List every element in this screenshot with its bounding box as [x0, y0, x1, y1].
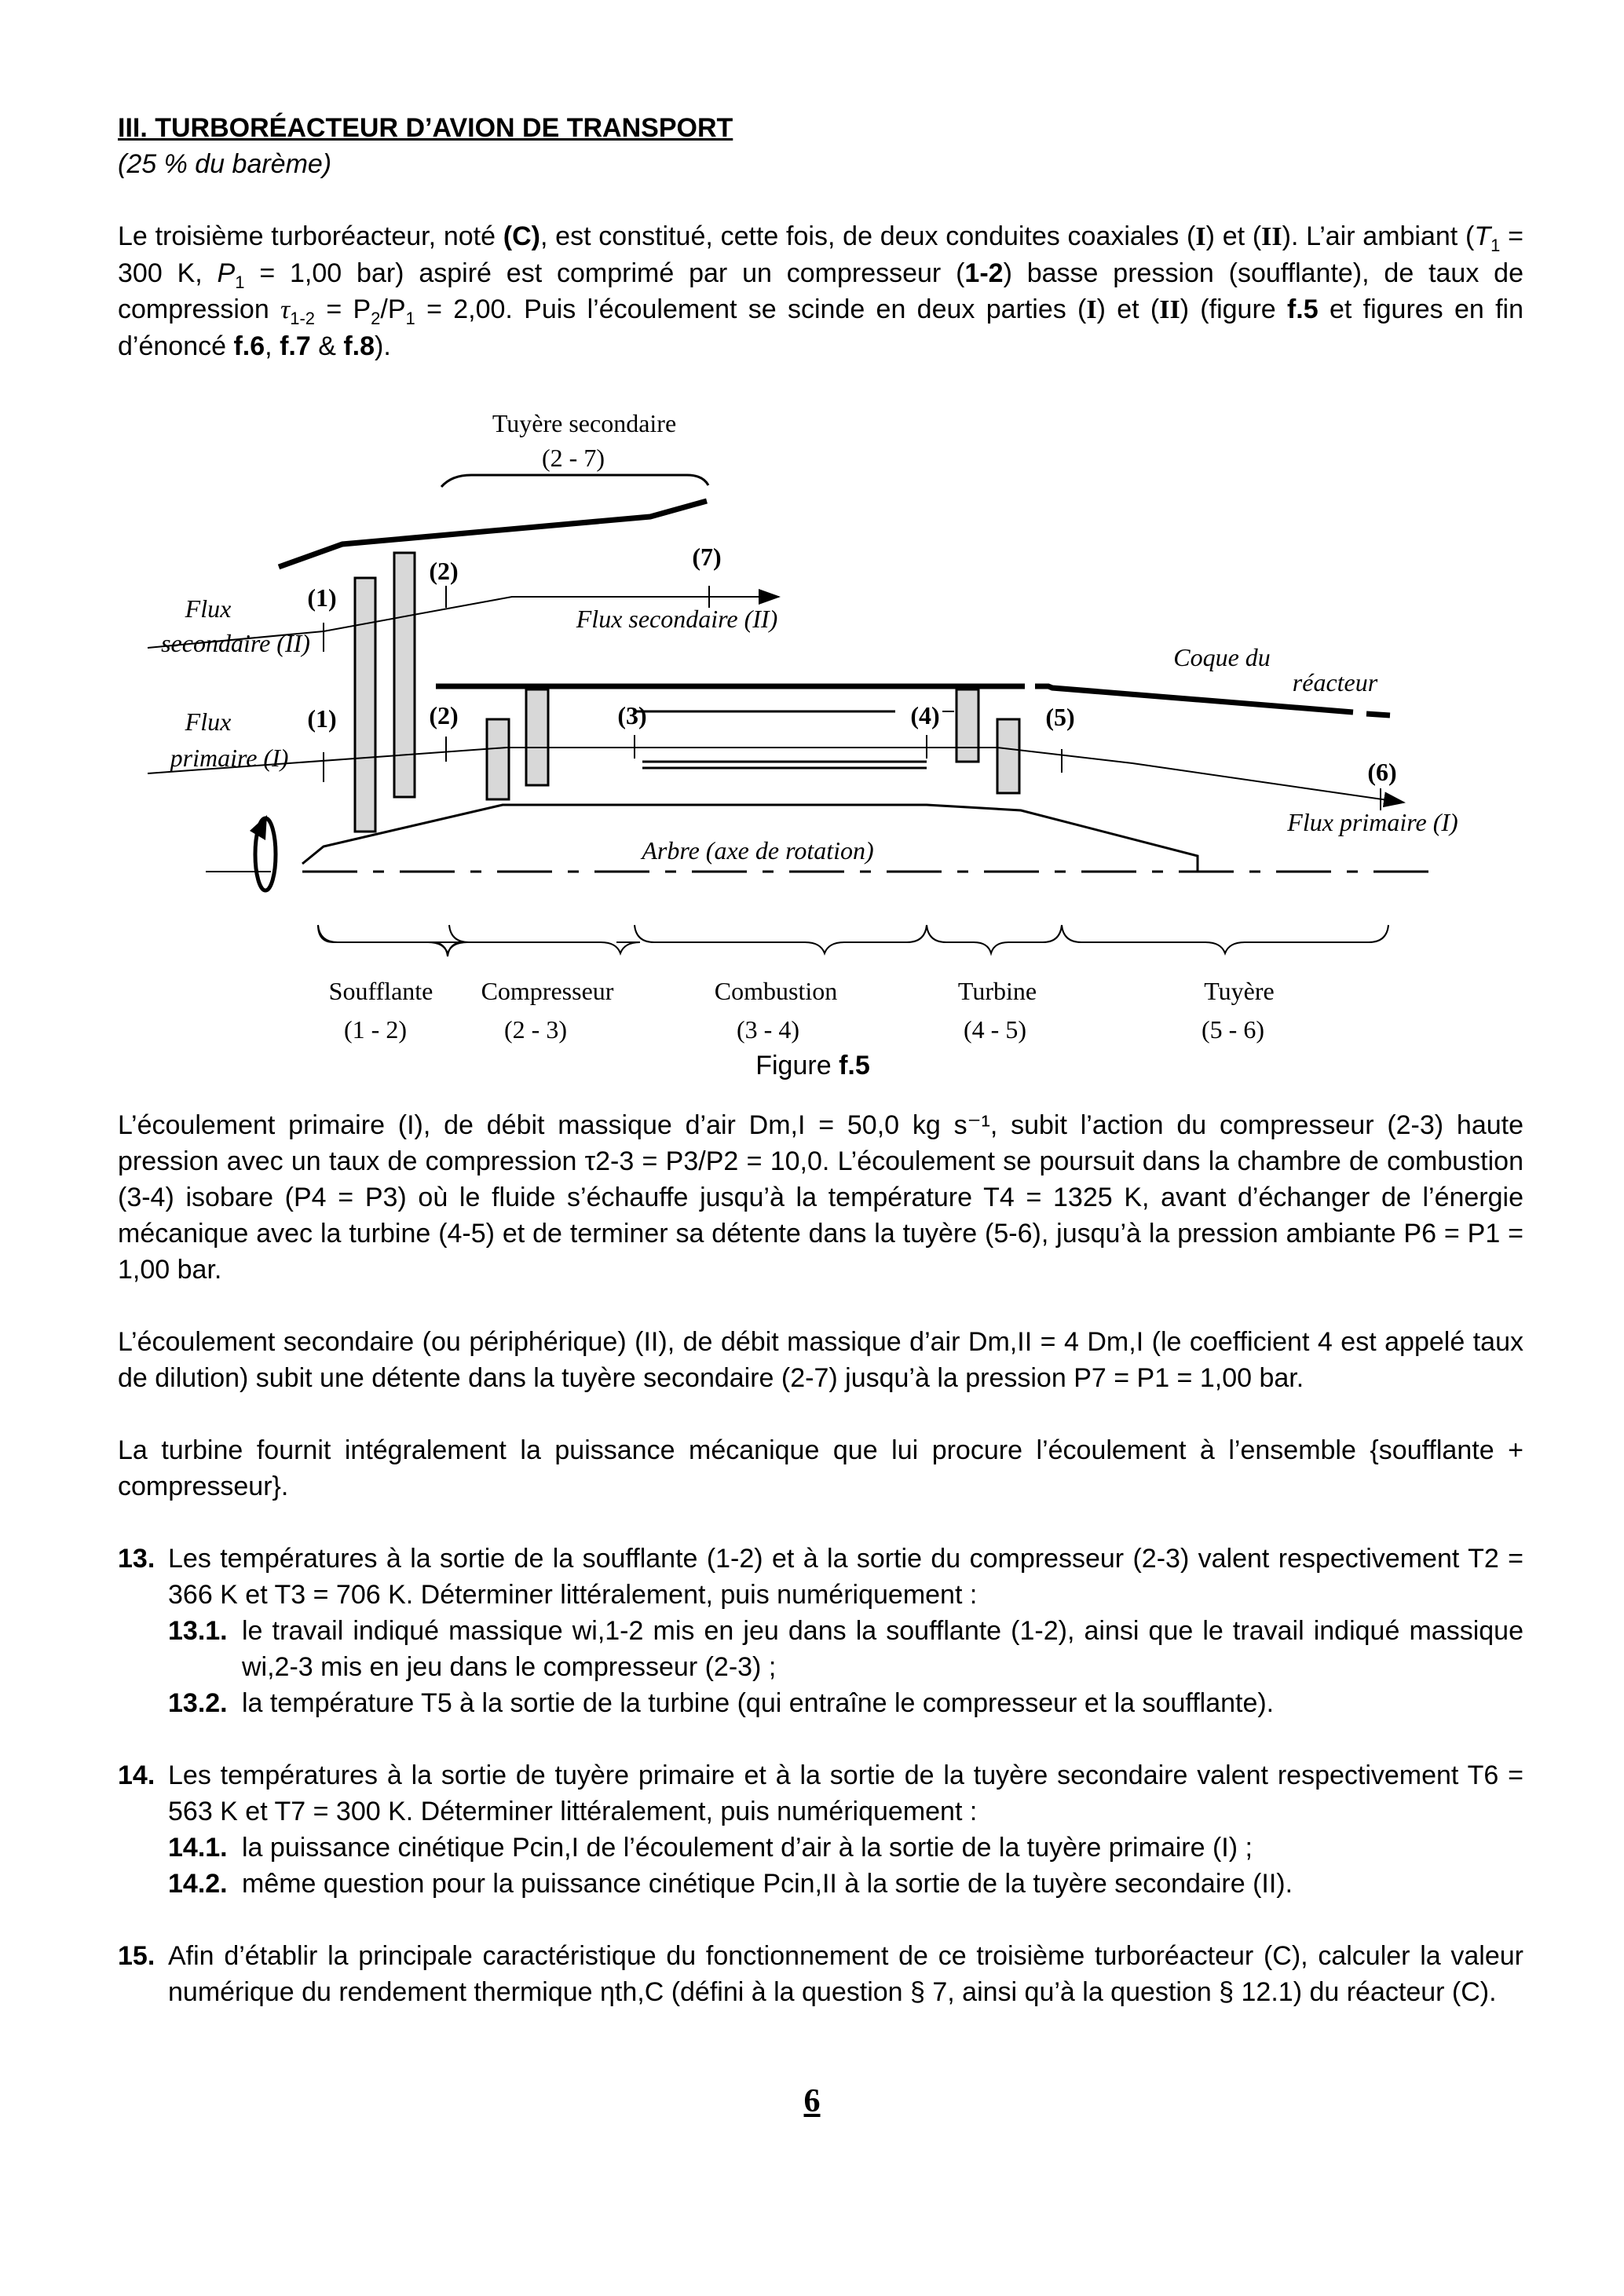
station-6: (6)	[1367, 758, 1397, 786]
station-1-secondary: (1)	[307, 583, 337, 612]
tuyere-secondaire-label: Tuyère secondaire	[492, 409, 677, 437]
svg-text:(5 - 6): (5 - 6)	[1202, 1015, 1264, 1044]
paragraph-turbine: La turbine fournit intégralement la puissance mécanique que lui procure l’écoulement à l’ensemble {soufflante + compresseur}.	[118, 1435, 1523, 1501]
question-13-1: 13.1. le travail indiqué massique wi,1-2 mis en jeu dans la soufflante (1-2), ainsi que le travail indiqué massique wi,2-3 mis en jeu dans le compresseur (2-3) ;	[168, 1616, 1523, 1682]
section-braces	[318, 925, 1388, 953]
flux-primaire-label-2: primaire (I)	[170, 744, 289, 772]
question-14-1: 14.1. la puissance cinétique Pcin,I de l’écoulement d’air à la sortie de la tuyère primaire (I) ;	[168, 1833, 1253, 1863]
question-13-2: 13.2. la température T5 à la sortie de la turbine (qui entraîne le compresseur et la soufflante).	[168, 1688, 1275, 1718]
page-number: 6	[803, 2083, 821, 2119]
section-tuyere: Tuyère	[1204, 977, 1275, 1005]
paragraph-secondary-flow: L’écoulement secondaire (ou périphérique) (II), de débit massique d’air Dm,II = 4 Dm,I (le coefficient 4 est appelé taux de dilution) subit une détente dans la tuyère secondaire (2-7) jusqu’à la pression P7 = P1 = 1,00 bar.	[118, 1327, 1523, 1393]
section-compresseur: Compresseur	[481, 977, 614, 1005]
station-7: (7)	[692, 543, 722, 571]
figure-f5	[118, 400, 1523, 1091]
question-14-2: 14.2. même question pour la puissance cinétique Pcin,II à la sortie de la tuyère secondaire (II).	[168, 1869, 1293, 1899]
paragraph-primary-flow: L’écoulement primaire (I), de débit massique d’air Dm,I = 50,0 kg s⁻¹, subit l’action du compresseur (2-3) haute pression avec un taux de compression τ2-3 = P3/P2 = 10,0. L’écoulement se poursuit dans la chambre de combustion (3-4) isobare (P4 = P3) où le fluide s’échauffe jusqu’à la température T4 = 1325 K, avant d’échanger de l’énergie mécanique avec la turbine (4-5) et de terminer sa détente dans la tuyère (5-6), jusqu’à la pression ambiante P6 = P1 = 1,00 bar.	[118, 1110, 1523, 1285]
turbine-blade-1	[956, 689, 978, 762]
primary-flow-arrow	[148, 748, 1404, 803]
svg-text:(3 - 4): (3 - 4)	[737, 1015, 799, 1044]
section-title: III. TURBORÉACTEUR D’AVION DE TRANSPORT	[118, 113, 733, 143]
flux-secondaire-mid-label: Flux secondaire (II)	[576, 605, 778, 633]
question-15: 15. Afin d’établir la principale caractéristique du fonctionnement de ce troisième turboréacteur (C), calculer la valeur numérique du rendement thermique ηth,C (défini à la question § 7, ainsi qu’à la question § 12.1) du réacteur (C).	[118, 1941, 1523, 2007]
svg-text:(4 - 5): (4 - 5)	[964, 1015, 1026, 1044]
outer-cowl	[279, 501, 707, 567]
station-5: (5)	[1045, 703, 1075, 731]
station-1-primary: (1)	[307, 704, 337, 733]
fan-blade-2	[394, 553, 415, 797]
svg-text:(2 - 3): (2 - 3)	[504, 1015, 567, 1044]
svg-text:(1 - 2): (1 - 2)	[344, 1015, 407, 1044]
section-soufflante: Soufflante	[328, 977, 433, 1005]
document-page	[118, 110, 1523, 2046]
flux-primaire-label-1: Flux	[185, 707, 232, 736]
tuyere-secondaire-brace	[441, 475, 708, 487]
compressor-blade-1	[487, 719, 509, 799]
station-2-primary: (2)	[429, 701, 459, 729]
question-13: 13. Les températures à la sortie de la soufflante (1-2) et à la sortie du compresseur (2-3) valent respectivement T2 = 366 K et T3 = 706 K. Déterminer littéralement, puis numériquement : 13.1. le travail indiqué massique wi,1-2 mis en jeu dans la soufflante (1-2), ainsi que le travail indiqué massique wi,2-3 mis en jeu dans le compresseur (2-3) ; 13.2. la température T5 à la sortie de la turbine (qui entraîne le compresseur et la soufflante).	[118, 1541, 1523, 1721]
station-4: (4)	[910, 701, 940, 729]
tuyere-secondaire-range: (2 - 7)	[542, 444, 605, 472]
section-subtitle: (25 % du barème)	[118, 149, 332, 179]
question-14: 14. Les températures à la sortie de tuyère primaire et à la sortie de la tuyère secondaire valent respectivement T6 = 563 K et T7 = 300 K. Déterminer littéralement, puis numériquement : 14.1. la puissance cinétique Pcin,I de l’écoulement d’air à la sortie de la tuyère primaire (I) ; 14.2. même question pour la puissance cinétique Pcin,II à la sortie de la tuyère secondaire (II).	[118, 1757, 1523, 1902]
arbre-label: Arbre (axe de rotation)	[642, 836, 874, 865]
section-combustion: Combustion	[714, 977, 838, 1005]
intro-paragraph: Le troisième turboréacteur, noté (C), est constitué, cette fois, de deux conduites coaxiales (I) et (II). L’air ambiant ($T_1 = 300$ K, $P_1 = 1,00$ bar) aspiré est comprimé par un compresseur (1-2) basse pression (soufflante), de taux de compression $\tau_{1-2} = P_2/P_1 = 2,00$. Puis l’écoulement se scinde en deux parties (I) et (II) (figure f.5 et figures en fin d’énoncé f.6, f.7 & f.8).	[118, 221, 1523, 361]
flux-primaire-right-label: Flux primaire (I)	[1287, 808, 1458, 836]
flux-secondaire-label-1: Flux	[185, 594, 232, 623]
section-turbine: Turbine	[957, 977, 1037, 1005]
coque-label-1: Coque du	[1173, 643, 1271, 671]
station-3: (3)	[617, 701, 647, 729]
compressor-blade-2	[526, 689, 548, 785]
flux-secondaire-label-2: secondaire (II)	[161, 629, 310, 657]
figure-caption: Figure f.5	[755, 1051, 870, 1080]
coque-label-2: réacteur	[1292, 668, 1378, 696]
station-2-secondary: (2)	[429, 557, 459, 585]
turbine-blade-2	[997, 719, 1019, 793]
fan-blade-1	[355, 578, 375, 832]
turbofan-diagram	[0, 400, 1624, 1091]
